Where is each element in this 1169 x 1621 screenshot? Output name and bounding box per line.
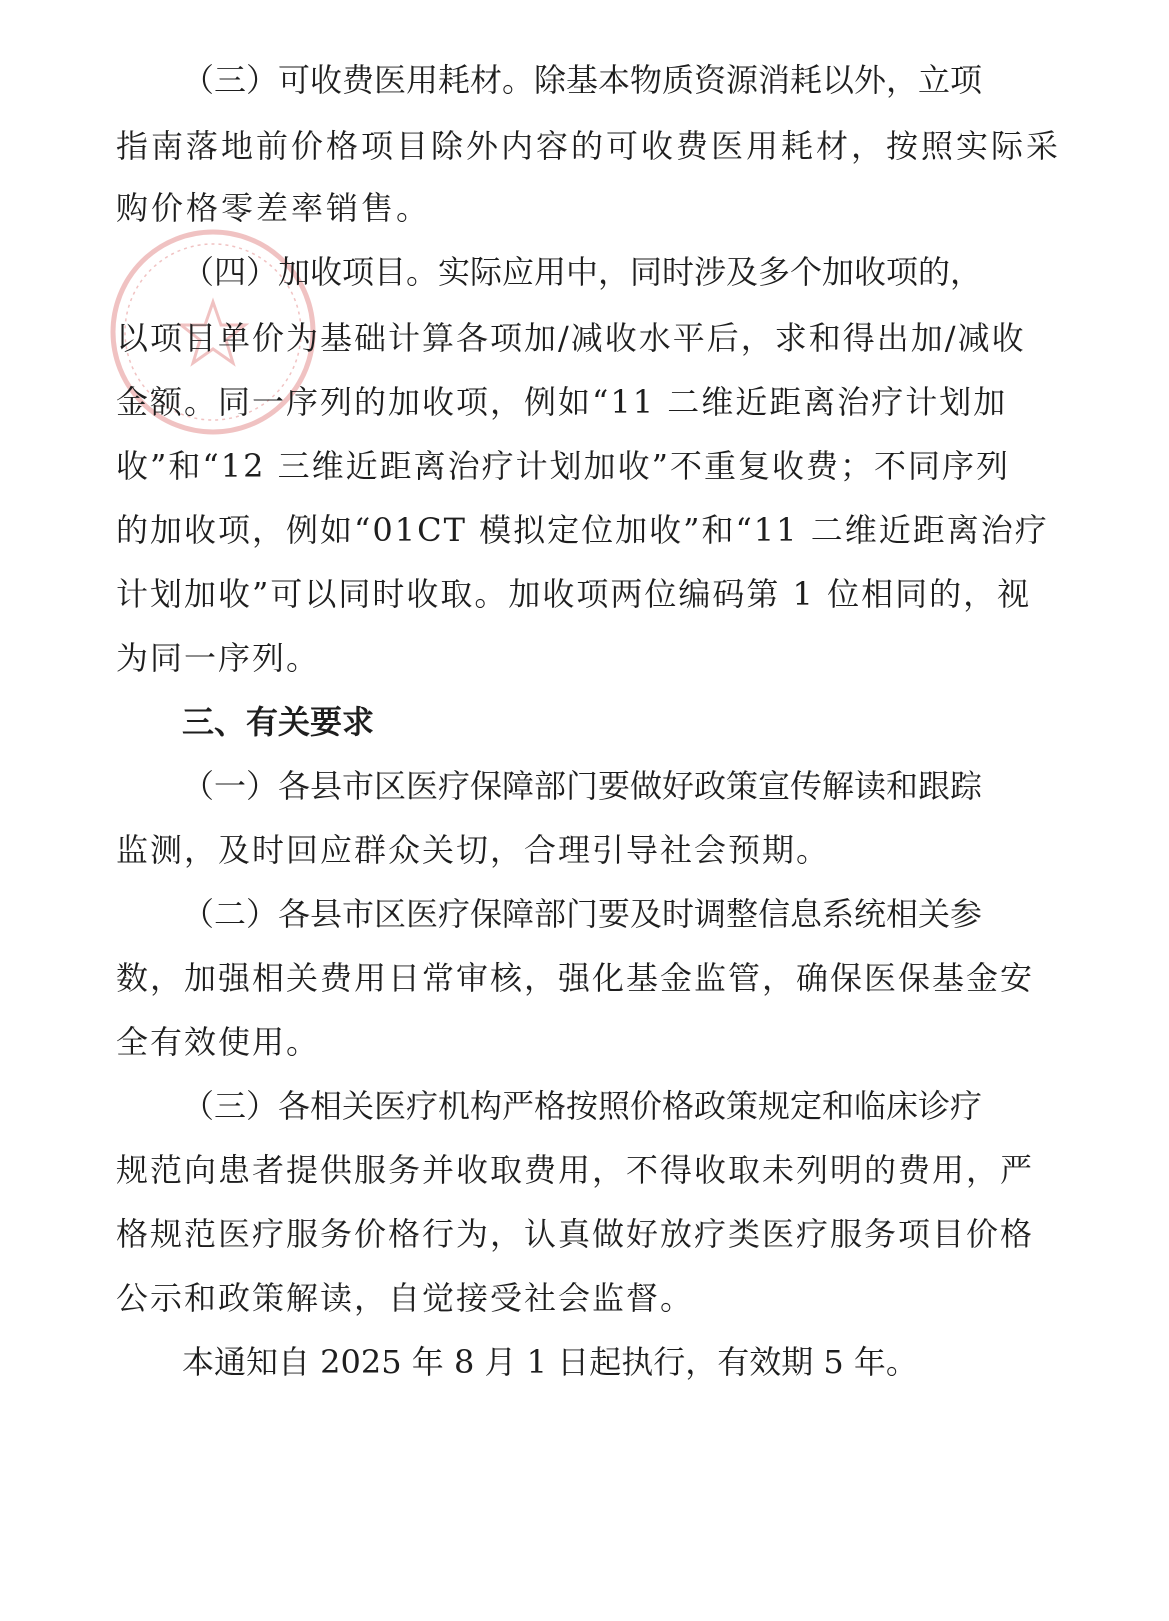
paragraph-line: 监测，及时回应群众关切，合理引导社会预期。 — [116, 831, 831, 869]
paragraph-line: 金额。同一序列的加收项，例如“11 二维近距离治疗计划加 — [116, 383, 1008, 421]
paragraph-line: （三）可收费医用耗材。除基本物质资源消耗以外，立项 — [182, 61, 983, 99]
paragraph-line: 购价格零差率销售。 — [116, 189, 432, 227]
paragraph-line: （一）各县市区医疗保障部门要做好政策宣传解读和跟踪 — [182, 767, 983, 805]
paragraph-line: （三）各相关医疗机构严格按照价格政策规定和临床诊疗 — [182, 1087, 983, 1125]
paragraph-line: （二）各县市区医疗保障部门要及时调整信息系统相关参 — [182, 895, 983, 933]
paragraph-line: 全有效使用。 — [116, 1023, 321, 1061]
paragraph-line: 规范向患者提供服务并收取费用，不得收取未列明的费用，严 — [116, 1151, 1035, 1189]
paragraph-line: 的加收项，例如“01CT 模拟定位加收”和“11 二维近距离治疗 — [116, 511, 1049, 549]
paragraph-line: （四）加收项目。实际应用中，同时涉及多个加收项的， — [182, 253, 983, 291]
paragraph-line: 公示和政策解读，自觉接受社会监督。 — [116, 1279, 695, 1317]
section-heading: 三、有关要求 — [182, 703, 375, 741]
paragraph-line: 数，加强相关费用日常审核，强化基金监管，确保医保基金安 — [116, 959, 1035, 997]
paragraph-line: 收”和“12 三维近距离治疗计划加收”不重复收费；不同序列 — [116, 447, 1010, 485]
paragraph-line: 格规范医疗服务价格行为，认真做好放疗类医疗服务项目价格 — [116, 1215, 1035, 1253]
paragraph-line: 计划加收”可以同时收取。加收项两位编码第 1 位相同的，视 — [116, 575, 1032, 613]
paragraph-line: 以项目单价为基础计算各项加/减收水平后，求和得出加/减收 — [116, 319, 1026, 357]
paragraph-line: 为同一序列。 — [116, 639, 321, 677]
effective-date-line: 本通知自 2025 年 8 月 1 日起执行，有效期 5 年。 — [182, 1343, 918, 1381]
paragraph-line: 指南落地前价格项目除外内容的可收费医用耗材，按照实际采 — [116, 127, 1062, 165]
